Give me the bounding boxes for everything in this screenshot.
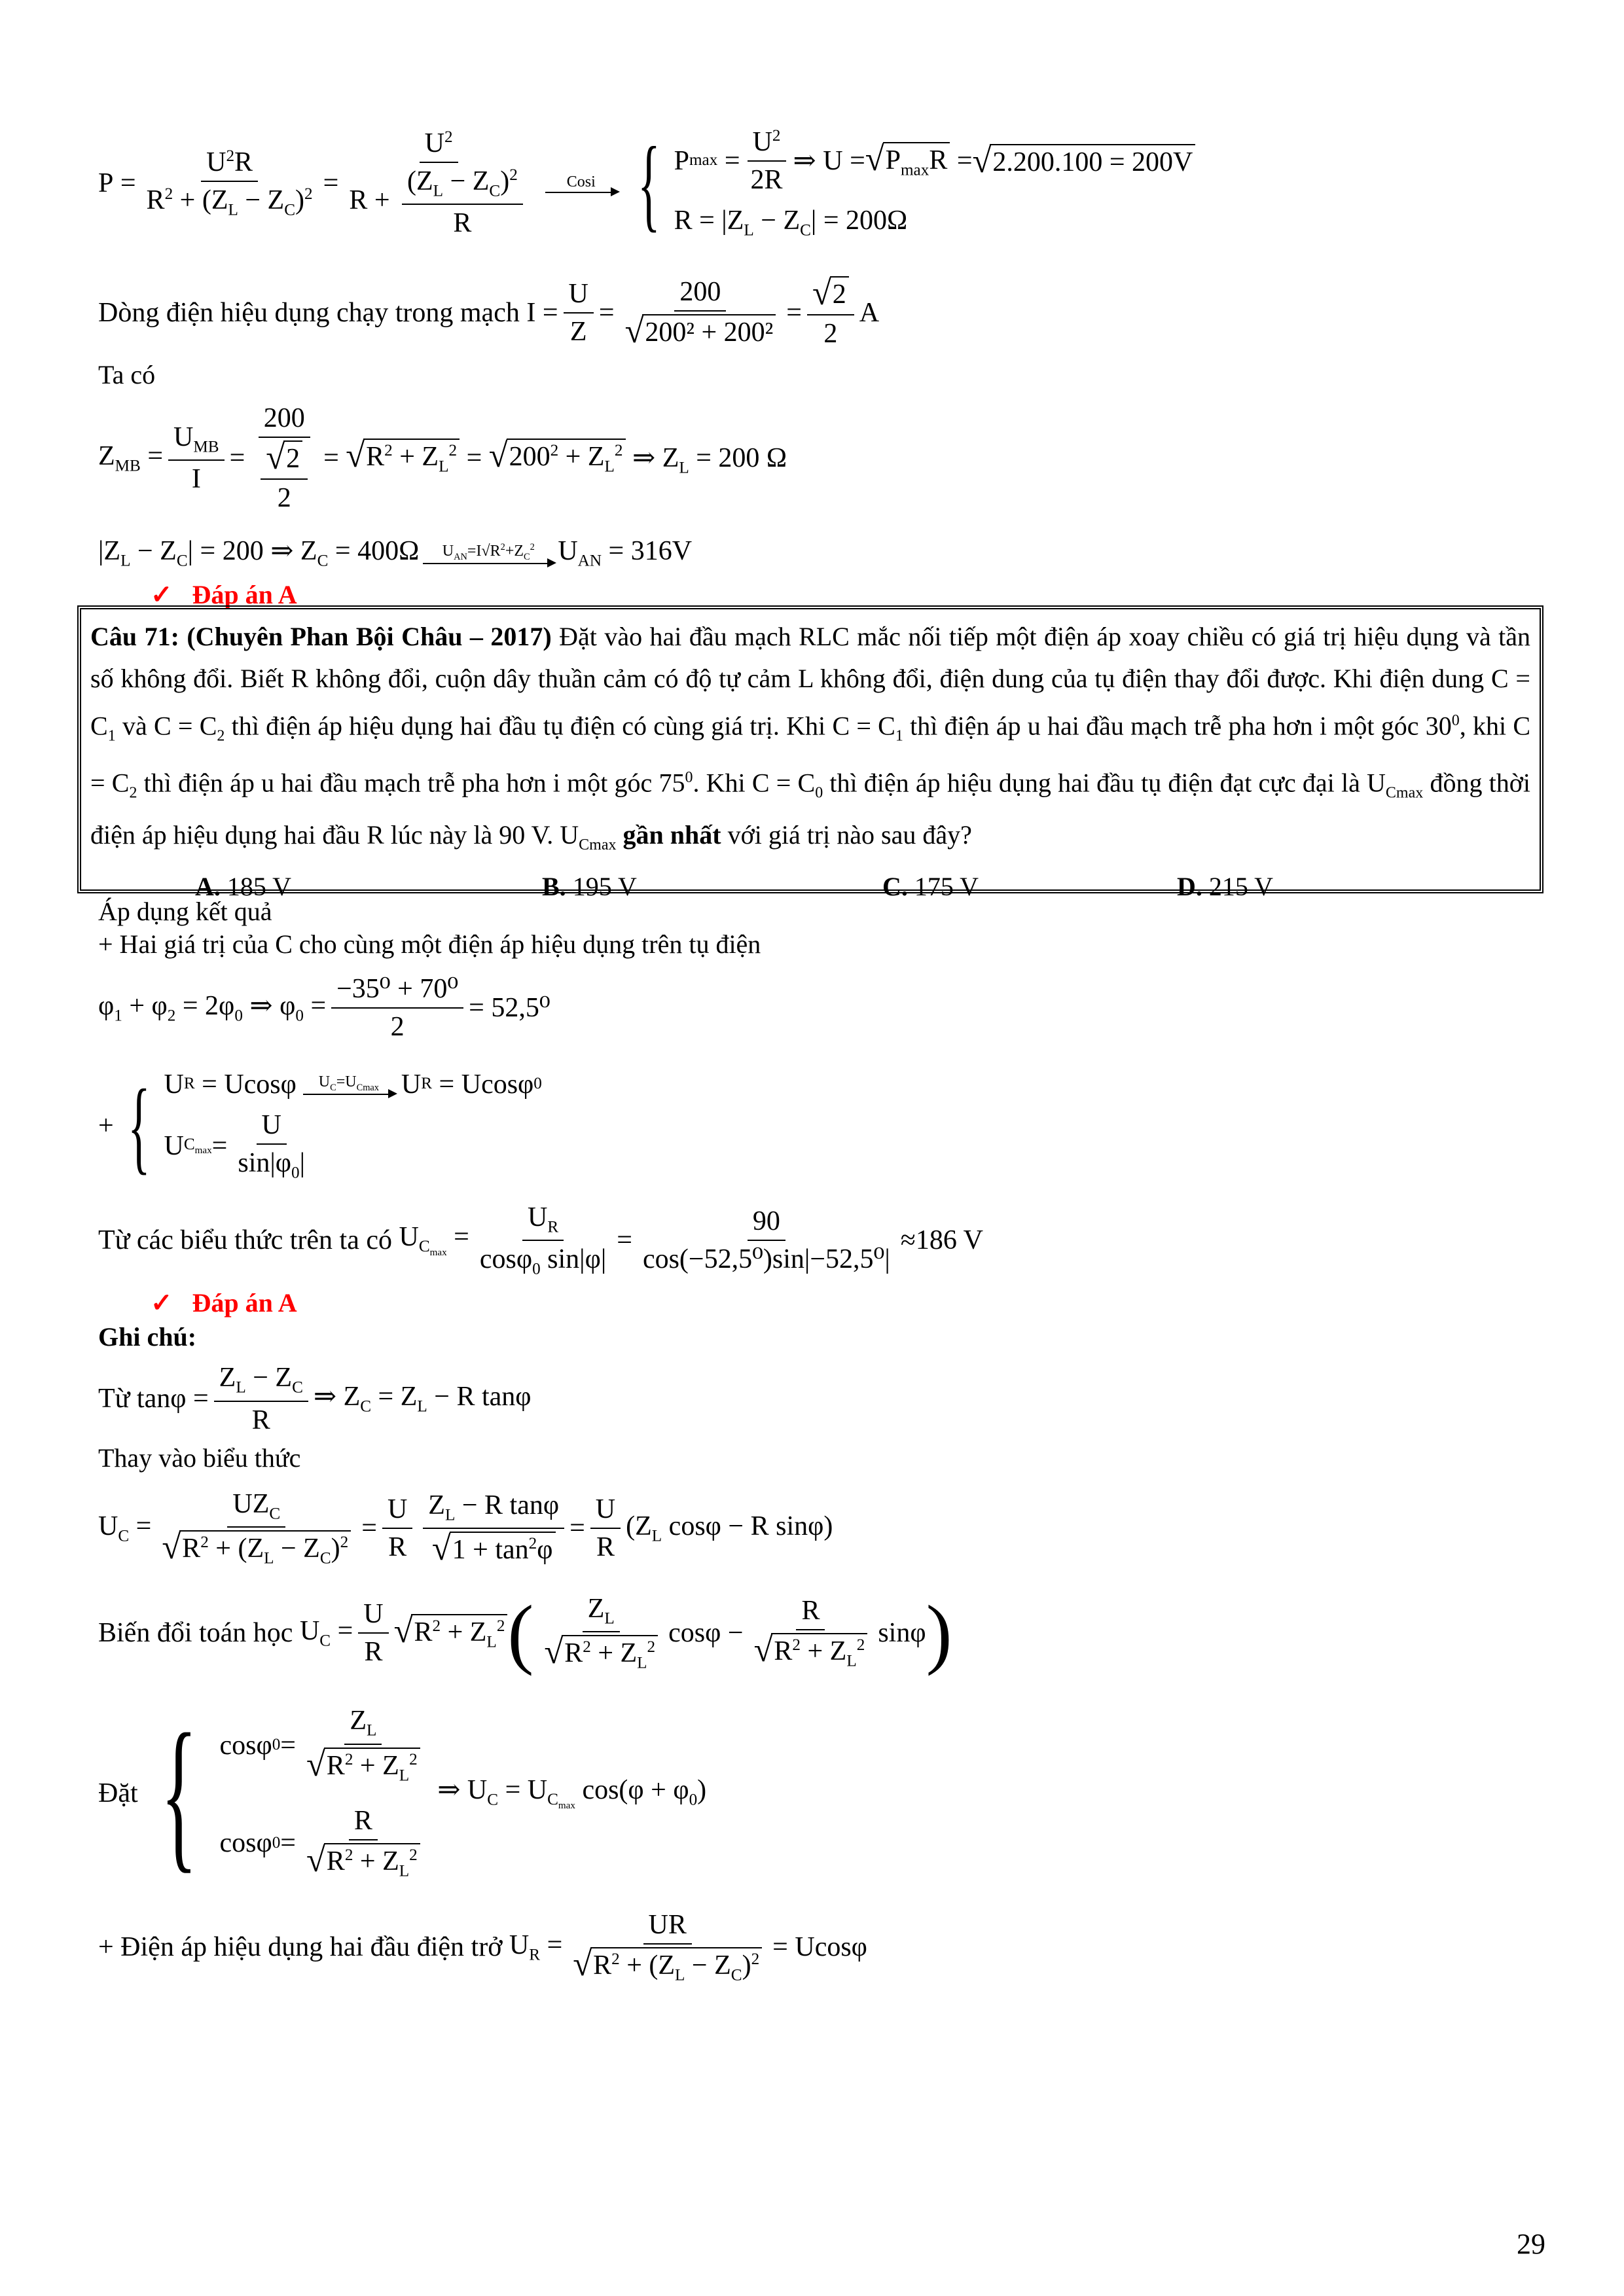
system-brace: {: [637, 125, 660, 242]
cosi-label: Cosi: [566, 173, 596, 191]
apply-label: Áp dụng kết quả: [98, 897, 272, 926]
option-a[interactable]: A. 185 V: [195, 871, 292, 901]
zc-equation: $|Z_L - Z_C| = 200$ ⇒ $Z_C = 400\Omega$ $U_{AN}=I√R^2+Z_C^2$ $U_{AN} = 316V$: [98, 535, 693, 570]
r-result: = 200Ω: [823, 206, 908, 236]
resistor-equation: + Điện áp hiệu dụng hai đầu điện trở $U_R$ = UR √ $R^2 + (Z_L - Z_C)^2$ = Ucosφ: [98, 1909, 867, 1984]
transform-label: Biến đổi toán học: [98, 1617, 293, 1648]
power-equation: P = $\frac{U^2R}{R^2 + (Z_L - Z_C)^2}$ = $U^2$ R + $\frac{(Z_L - Z_C)^2}{R}$ Cosi { P max = $\frac{U^2}{2R}$ ⇒ U = √ $P_{max}R$ = √ 2.200.100 = 200V $R = |Z_L - Z_C| = 200\Omega$: [98, 98, 1195, 268]
transform-equation: Biến đổi toán học $U_C$ = $\frac{U}{R}$ √ $R^2 + Z_L^2$ ( $Z_L$ √ $R^2 + Z_L^2$ cosφ − R √ $R^2 + Z_L^2$ sinφ ): [98, 1589, 952, 1676]
note-label: Ghi chú:: [98, 1322, 197, 1352]
set-label: Đặt: [98, 1778, 138, 1808]
uc-equation: $U_C$ = $UZ_C$ √ $R^2 + (Z_L - Z_C)^2$ = $\frac{U}{R}$ $Z_L - R$ tanφ √ $1 + \tan^2\varphi$ = $\frac{U}{R}$ ($Z_L$ cosφ − R sinφ): [98, 1488, 833, 1568]
two-values-label: + Hai giá trị của C cho cùng một điện áp hiệu dụng trên tụ điện: [98, 929, 761, 959]
question-source: (Chuyên Phan Bội Châu – 2017): [187, 622, 552, 651]
option-b[interactable]: B. 195 V: [542, 871, 637, 901]
option-c[interactable]: C. 175 V: [882, 871, 979, 901]
check-icon: ✓: [151, 580, 173, 609]
phi-equation: $\varphi_1 + \varphi_2 = 2\varphi_0$ ⇒ $\varphi_0$ = $\frac{\text{−35⁰ + 70⁰}}{2}$ = 52,5⁰: [98, 973, 550, 1042]
cosi-arrow: [545, 173, 617, 193]
pmax-result: 2.200.100 = 200V: [990, 144, 1195, 179]
question-box: Câu 71: (Chuyên Phan Bội Châu – 2017) Đặt vào hai đầu mạch RLC mắc nối tiếp một điện áp xoay chiều có giá trị hiệu dụng và tần số không đổi. Biết R không đổi, cuộn dây thuần cảm có độ tự cảm L không đổi, điện dung của tụ điện thay đổi được. Khi điện dung $C = C_1$ và $C = C_2$ thì điện áp hiệu dụng hai đầu tụ điện có cùng giá trị. Khi $C = C_1$ thì điện áp u hai đầu mạch trễ pha hơn i một góc $30^0$, khi $C = C_2$ thì điện áp u hai đầu mạch trễ pha hơn i một góc $75^0$. Khi $C = C_0$ thì điện áp hiệu dụng hai đầu tụ điện đạt cực đại là $U_{Cmax}$ đồng thời điện áp hiệu dụng hai đầu R lúc này là 90 V. $U_{Cmax}$ gần nhất với giá trị nào sau đây? A. 185 V B. 195 V C. 175 V D. 215 V: [77, 605, 1543, 893]
answer-2: Đáp án A: [192, 1288, 297, 1318]
tan-equation: Từ tanφ = $\frac{Z_L - Z_C}{R}$ ⇒ $Z_C = Z_L - R$ tanφ: [98, 1363, 532, 1435]
current-line: Dòng điện hiệu dụng chạy trong mạch I = $\frac{U}{Z}$ = 200 √ 200² + 200² = √ 2 2 A: [98, 274, 880, 350]
current-label: Dòng điện hiệu dụng chạy trong mạch: [98, 297, 520, 328]
question-label: Câu 71:: [90, 622, 179, 651]
page-number: 29: [1517, 2228, 1545, 2260]
resistor-label: + Điện áp hiệu dụng hai đầu điện trở: [98, 1931, 503, 1962]
zmb-equation: $Z_{MB}$ = $\frac{U_{MB}}{I}$ = 200 √ 2 2 = √ $R^2 + Z_L^2$ = √ $200^2 + Z_L^2$ ⇒ $Z_L = 200$ Ω: [98, 403, 787, 514]
power-system: P max = $\frac{U^2}{2R}$ ⇒ U = √ $P_{max}R$ = √ 2.200.100 = 200V $R = |Z_L - Z_C| = 200\Omega$: [674, 126, 1196, 241]
option-d[interactable]: D. 215 V: [1177, 871, 1274, 901]
ur-system: + { U R = Ucosφ $U_C=U_{Cmax}$ U R = Ucosφ 0 U $C_{max}$ = $\frac{U}{\sin|\varphi_0|}$: [98, 1067, 542, 1184]
from-label: Từ các biểu thức trên ta có: [98, 1225, 392, 1255]
current-unit: A: [859, 297, 880, 328]
options-row: [90, 866, 1530, 908]
substitute-label: Thay vào biểu thức: [98, 1443, 301, 1473]
power-lhs: P: [98, 168, 114, 198]
power-fraction-1: $\frac{U^2R}{R^2 + (Z_L - Z_C)^2}$: [146, 147, 313, 219]
final-equation: Từ các biểu thức trên ta có $U_{C_{max}}$ = $\frac{U_R}{\cos\varphi_0 \sin|\varphi|}$ = $\frac{90}{\text{cos(−52,5⁰)sin|−52,5⁰|}}$ ≈186 V: [98, 1202, 983, 1278]
answer-1: Đáp án A: [192, 580, 297, 609]
check-icon: ✓: [151, 1288, 173, 1318]
ta-co-label: Ta có: [98, 360, 156, 389]
answer-line-2: [151, 1288, 297, 1318]
power-fraction-2: $U^2$ R + $\frac{(Z_L - Z_C)^2}{R}$: [344, 128, 533, 240]
set-system: Đặt { cosφ 0 = $Z_L$ √ $R^2 + Z_L^2$ cosφ 0 = R √ $R^2 + Z_L^2$ ⇒ $U_C = U_{C_{max}}$ $\cos(\varphi + \varphi_0)$: [98, 1699, 707, 1888]
